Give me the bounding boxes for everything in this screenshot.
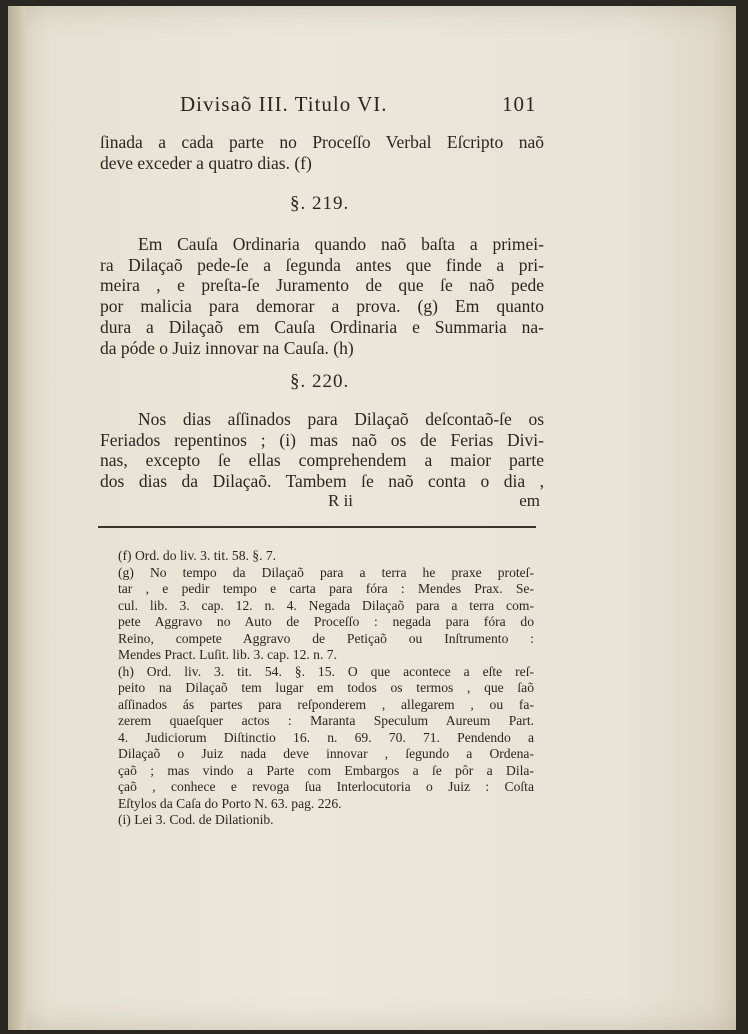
running-head: Divisaõ III. Titulo VI.	[180, 92, 388, 116]
page-header	[180, 92, 550, 117]
text-line: deve exceder a quatro dias. (f)	[100, 152, 312, 173]
footnote-line: (h) Ord. liv. 3. tit. 54. §. 15. O que acontece a eſte reſ-	[118, 663, 534, 679]
footnote-line: Reino, compete Aggravo de Petiçaõ ou Inſtrumento :	[118, 630, 534, 646]
footnote-line: pete Aggravo no Auto de Proceſſo : negada para fóra do	[118, 614, 534, 629]
text-line: por malicia para demorar a prova. (g) Em quanto	[100, 296, 544, 317]
text-line: nas, excepto ſe ellas comprehendem a maior parte	[100, 450, 544, 471]
footnote-line: Dilaçaõ o Juiz nada deve innovar , ſegundo a Ordena-	[118, 746, 534, 761]
section-heading-219: §. 219.	[290, 193, 350, 214]
section-220-paragraph	[100, 409, 544, 492]
text-line: Nos dias aſſinados para Dilaçaõ deſcontaõ-ſe os	[138, 409, 544, 429]
footnote-line: cul. lib. 3. cap. 12. n. 4. Negada Dilaçaõ para a terra com-	[118, 597, 534, 613]
footnote-line: 4. Judiciorum Diſtinctio 16. n. 69. 70. 71. Pendendo a	[118, 729, 534, 745]
intro-paragraph	[100, 132, 544, 173]
text-line: dura a Dilaçaõ em Cauſa Ordinaria e Summaria na-	[100, 316, 544, 337]
footnote-line: (f) Ord. do liv. 3. tit. 58. §. 7.	[118, 548, 277, 563]
section-heading-220: §. 220.	[290, 371, 350, 392]
footnote-line: peito na Dilaçaõ tem lugar em todos os termos , que ſaõ	[118, 680, 534, 695]
footnote-line: çaõ ; mas vindo a Parte com Embargos a ſe pôr a Dila-	[118, 762, 534, 778]
footnote-line: (g) No tempo da Dilaçaõ para a terra he praxe proteſ-	[118, 564, 534, 580]
footnotes	[118, 548, 534, 829]
footnote-line: zerem quaeſquer actos : Maranta Speculum Aureum Part.	[118, 713, 534, 728]
text-line: ſinada a cada parte no Proceſſo Verbal Eſcripto naõ	[100, 132, 544, 152]
footnote-line: Eſtylos da Caſa do Porto N. 63. pag. 226.	[118, 795, 342, 811]
text-line: da póde o Juiz innovar na Cauſa. (h)	[100, 337, 354, 358]
text-line: Em Cauſa Ordinaria quando naõ baſta a primei-	[138, 234, 544, 254]
text-line: meira , e preſta-ſe Juramento de que ſe naõ pede	[100, 275, 544, 296]
text-line: dos dias da Dilaçaõ. Tambem ſe naõ conta o dia ,	[100, 471, 544, 492]
footnote-line: tar , e pedir tempo e carta para fóra : Mendes Prax. Se-	[118, 581, 534, 596]
footnote-rule	[98, 526, 536, 528]
catchword: em	[519, 491, 540, 510]
page-number: 101	[502, 92, 537, 116]
footnote-line: çaõ , conhece e revoga ſua Interlocutoria o Juiz : Coſta	[118, 779, 534, 794]
footnote-line: aſſinados ás partes para reſponderem , allegarem , ou fa-	[118, 696, 534, 712]
section-219-paragraph	[100, 234, 544, 358]
footnote-line: (i) Lei 3. Cod. de Dilationib.	[118, 812, 274, 827]
signature-mark: R ii	[328, 491, 354, 510]
binding-gutter	[8, 6, 26, 1030]
footnote-line: Mendes Pract. Luſit. lib. 3. cap. 12. n. 7.	[118, 647, 337, 662]
text-line: Feriados repentinos ; (i) mas naõ os de Ferias Divi-	[100, 429, 544, 450]
text-line: ra Dilaçaõ pede-ſe a ſegunda antes que finde a pri-	[100, 254, 544, 275]
